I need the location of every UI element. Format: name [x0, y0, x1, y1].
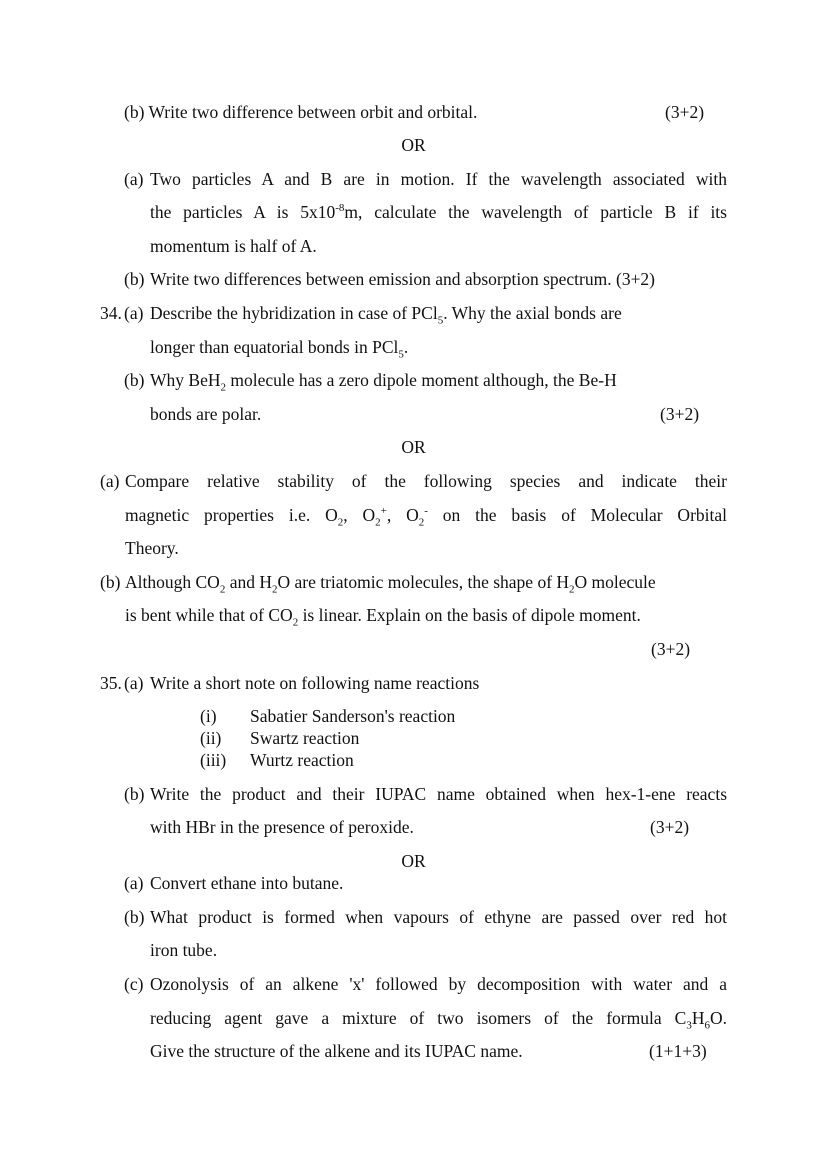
reaction-name: Sabatier Sanderson's reaction: [250, 706, 456, 726]
reaction-name: Swartz reaction: [250, 728, 360, 748]
q35-b-line1: Write the product and their IUPAC name obtained when hex-1-ene reacts: [150, 784, 727, 804]
q35-alt-c-line3: Give the structure of the alkene and its IUPAC name.: [150, 1041, 523, 1061]
q34-b-line1-post: molecule has a zero dipole moment although, the Be-H: [225, 370, 617, 390]
q35-alt-c-line2: [150, 1007, 727, 1032]
q34-alt-a-line1: Compare relative stability of the following species and indicate their: [125, 471, 727, 491]
q34-a-line2-post: .: [403, 337, 409, 357]
q34-alt-a-sup3: -: [424, 505, 428, 518]
q34-alt-b-t1: Although CO: [125, 572, 220, 592]
q34-b-line1-sub: 2: [220, 381, 226, 394]
reaction-num: (ii): [200, 728, 222, 748]
q34-a-label: (a): [124, 303, 144, 323]
q34-alt-b-line2-post: is linear. Explain on the basis of dipole moment.: [298, 605, 641, 625]
q34-alt-a-line2-pre: magnetic properties i.e. O: [125, 505, 338, 525]
q33-alt-b-text: Write two differences between emission and absorption spectrum. (3+2): [150, 269, 656, 289]
q35-alt-c-line1: Ozonolysis of an alkene 'x' followed by decomposition with water and a: [150, 974, 727, 994]
q34-alt-a-line2: [125, 504, 728, 529]
q33-b-text: Write two difference between orbit and orbital.: [148, 102, 478, 122]
q34-alt-b-line2: [125, 604, 641, 629]
q34-alt-a-sup2: +: [380, 505, 387, 518]
q35-a-text: Write a short note on following name reactions: [150, 673, 480, 693]
q34-a-line2-pre: longer than equatorial bonds in PCl: [150, 337, 399, 357]
q35-b-label: (b): [124, 784, 145, 804]
q34-alt-a-mid2: , O: [386, 505, 419, 525]
q34-b-line1-pre: Why BeH: [150, 370, 221, 390]
q33-alt-a-line2-sup: -8: [335, 202, 345, 215]
q34-alt-b-s2: 2: [271, 583, 278, 596]
q34-alt-b-label: (b): [100, 572, 121, 592]
q34-alt-b-line1: [125, 571, 656, 596]
q35-alt-c-line2-post: O.: [709, 1008, 727, 1028]
q33-alt-a-line2-pre: the particles A is 5x10: [150, 202, 336, 222]
q33-alt-a-line3: momentum is half of A.: [150, 236, 317, 256]
q34-alt-a-label: (a): [100, 471, 120, 491]
reaction-item: [200, 705, 455, 727]
q35-alt-b-line1: What product is formed when vapours of ethyne are passed over red hot: [150, 907, 727, 927]
q34-alt-b-t3: O are triatomic molecules, the shape of H: [277, 572, 570, 592]
q34-alt-a-line2-post: on the basis of Molecular Orbital: [427, 505, 728, 525]
q34-alt-a-line3: Theory.: [125, 538, 179, 558]
q35-alt-c-mid: H: [691, 1008, 705, 1028]
q34-alt-a-sub3: 2: [418, 516, 425, 529]
q35-alt-a-text: Convert ethane into butane.: [150, 873, 344, 893]
reaction-num: (i): [200, 706, 217, 726]
q35-alt-c-line2-pre: reducing agent gave a mixture of two isomers of the formula C: [150, 1008, 687, 1028]
q33-b-line: [124, 101, 477, 123]
q34-alt-b-line2-sub: 2: [292, 616, 299, 629]
q34-alt-b-line2-pre: is bent while that of CO: [125, 605, 293, 625]
q35-alt-c-marks: (1+1+3): [649, 1041, 707, 1061]
q34-alt-a-sub2: 2: [375, 516, 381, 529]
q34-number: 34.: [100, 303, 122, 323]
or-separator-1: OR: [401, 135, 426, 155]
reaction-item: [200, 727, 359, 749]
q34-b-marks: (3+2): [660, 404, 700, 424]
q34-b-line2: bonds are polar.: [150, 404, 262, 424]
q35-alt-b-label: (b): [124, 907, 145, 927]
q34-a-line1: [150, 302, 622, 327]
q33-alt-a-line2: [150, 201, 727, 223]
q35-alt-c-label: (c): [124, 974, 144, 994]
q33-b-marks: (3+2): [665, 102, 705, 122]
q35-b-marks: (3+2): [650, 817, 690, 837]
q34-alt-b-t4: O molecule: [574, 572, 656, 592]
q35-alt-b-line2: iron tube.: [150, 940, 218, 960]
q34-a-line2-sub: 5: [398, 348, 404, 361]
q34-alt-b-t2: and H: [225, 572, 272, 592]
q34-alt-a-mid1: , O: [343, 505, 376, 525]
q34-alt-marks: (3+2): [651, 639, 691, 659]
q34-alt-b-s3: 2: [569, 583, 575, 596]
q34-a-line1-pre: Describe the hybridization in case of PCl: [150, 303, 438, 323]
q34-alt-a-sub1: 2: [337, 516, 344, 529]
q33-alt-a-label: (a): [124, 169, 144, 189]
q33-alt-b-label: (b): [124, 269, 145, 289]
q34-a-line1-post: . Why the axial bonds are: [443, 303, 622, 323]
q34-alt-b-s1: 2: [219, 583, 226, 596]
reaction-num: (iii): [200, 750, 227, 770]
q35-b-line2: with HBr in the presence of peroxide.: [150, 817, 414, 837]
q33-b-label: (b): [124, 102, 145, 122]
q34-b-label: (b): [124, 370, 145, 390]
or-separator-3: OR: [401, 851, 426, 871]
q35-alt-a-label: (a): [124, 873, 144, 893]
q33-alt-a-line2-post: m, calculate the wavelength of particle B if its: [344, 202, 727, 222]
q35-number: 35.: [100, 673, 122, 693]
q34-a-line2: [150, 336, 409, 361]
q34-a-line1-sub: 5: [437, 314, 444, 327]
q35-a-label: (a): [124, 673, 144, 693]
reaction-name: Wurtz reaction: [250, 750, 354, 770]
q33-alt-a-line1: Two particles A and B are in motion. If the wavelength associated with: [150, 169, 727, 189]
reaction-item: [200, 749, 354, 771]
q34-b-line1: [150, 369, 617, 394]
or-separator-2: OR: [401, 437, 426, 457]
q35-alt-c-sub2: 6: [704, 1019, 710, 1032]
q35-alt-c-sub1: 3: [686, 1019, 692, 1032]
